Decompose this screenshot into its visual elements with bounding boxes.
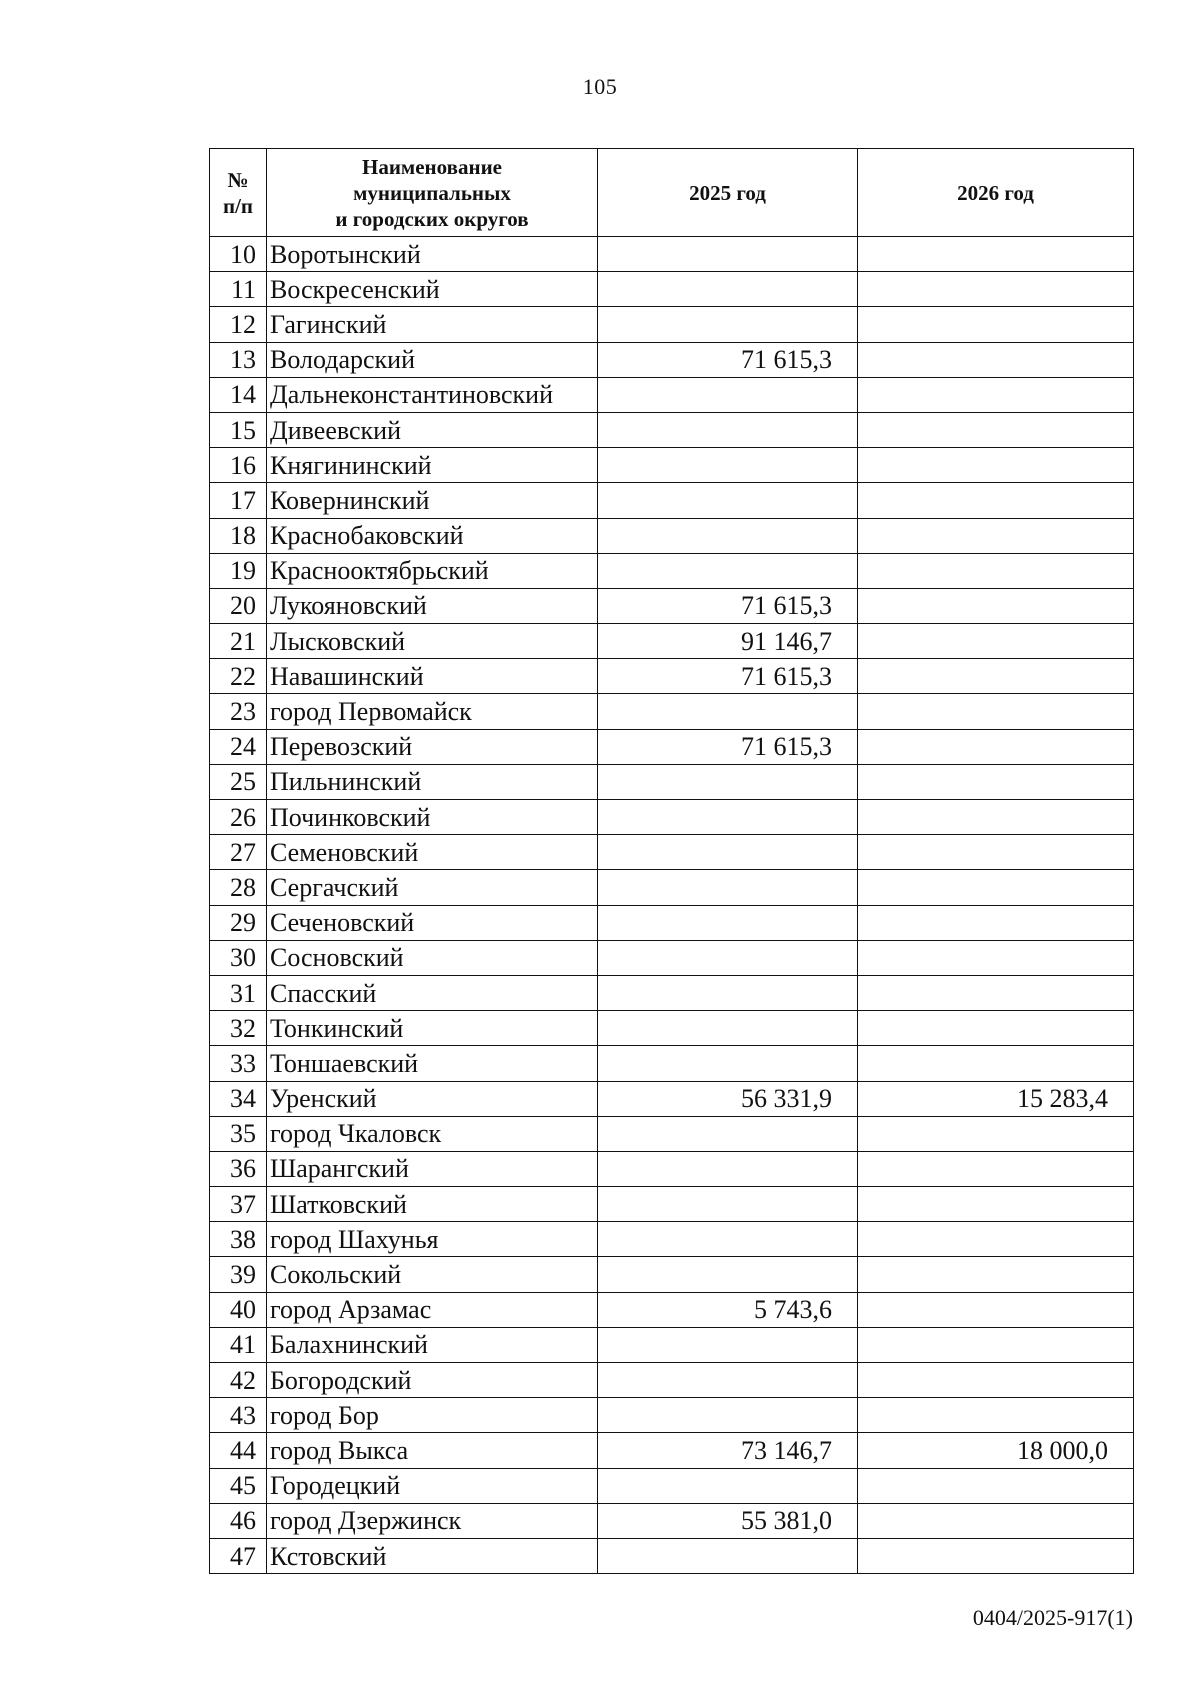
table-row bbox=[210, 272, 1134, 307]
value-2026 bbox=[858, 1398, 1134, 1433]
municipality-name: Пильнинский bbox=[267, 764, 598, 799]
value-2025: 73 146,7 bbox=[598, 1433, 858, 1468]
municipality-name: Воротынский bbox=[267, 237, 598, 272]
value-2025 bbox=[598, 1222, 858, 1257]
table-row bbox=[210, 1116, 1134, 1151]
value-2026 bbox=[858, 1187, 1134, 1222]
table-row bbox=[210, 870, 1134, 905]
row-number: 42 bbox=[210, 1363, 267, 1398]
value-2026 bbox=[858, 800, 1134, 835]
row-number: 18 bbox=[210, 518, 267, 553]
value-2025 bbox=[598, 835, 858, 870]
row-number: 46 bbox=[210, 1503, 267, 1538]
row-number: 14 bbox=[210, 377, 267, 412]
table-row bbox=[210, 1151, 1134, 1186]
table-row bbox=[210, 1292, 1134, 1327]
municipality-name: Лукояновский bbox=[267, 588, 598, 623]
value-2026 bbox=[858, 1151, 1134, 1186]
row-number: 29 bbox=[210, 905, 267, 940]
value-2025 bbox=[598, 905, 858, 940]
value-2025 bbox=[598, 870, 858, 905]
table-row bbox=[210, 624, 1134, 659]
municipality-name: Краснобаковский bbox=[267, 518, 598, 553]
municipality-name: город Чкаловск bbox=[267, 1116, 598, 1151]
value-2025 bbox=[598, 764, 858, 799]
municipality-name: Володарский bbox=[267, 342, 598, 377]
table-row bbox=[210, 1468, 1134, 1503]
table-row bbox=[210, 1433, 1134, 1468]
value-2026 bbox=[858, 1222, 1134, 1257]
municipality-name: Ковернинский bbox=[267, 483, 598, 518]
header-name: Наименование муниципальных и городских округов bbox=[267, 149, 598, 237]
value-2026 bbox=[858, 1468, 1134, 1503]
table-row bbox=[210, 377, 1134, 412]
table-row bbox=[210, 729, 1134, 764]
value-2026 bbox=[858, 307, 1134, 342]
municipality-name: город Арзамас bbox=[267, 1292, 598, 1327]
row-number: 30 bbox=[210, 940, 267, 975]
table-row bbox=[210, 1046, 1134, 1081]
value-2026 bbox=[858, 1363, 1134, 1398]
value-2025 bbox=[598, 1538, 858, 1573]
row-number: 39 bbox=[210, 1257, 267, 1292]
row-number: 27 bbox=[210, 835, 267, 870]
value-2025 bbox=[598, 483, 858, 518]
municipality-name: Шатковский bbox=[267, 1187, 598, 1222]
table-row bbox=[210, 835, 1134, 870]
value-2025 bbox=[598, 1363, 858, 1398]
value-2026 bbox=[858, 272, 1134, 307]
row-number: 13 bbox=[210, 342, 267, 377]
table-row bbox=[210, 1081, 1134, 1116]
row-number: 35 bbox=[210, 1116, 267, 1151]
table-row bbox=[210, 588, 1134, 623]
table-row bbox=[210, 1398, 1134, 1433]
value-2025 bbox=[598, 553, 858, 588]
value-2025 bbox=[598, 1398, 858, 1433]
municipality-name: Починковский bbox=[267, 800, 598, 835]
value-2025: 91 146,7 bbox=[598, 624, 858, 659]
table-row bbox=[210, 518, 1134, 553]
value-2026 bbox=[858, 1292, 1134, 1327]
table-row bbox=[210, 1363, 1134, 1398]
municipality-name: Княгининский bbox=[267, 448, 598, 483]
row-number: 36 bbox=[210, 1151, 267, 1186]
value-2026 bbox=[858, 624, 1134, 659]
value-2026 bbox=[858, 835, 1134, 870]
table-row bbox=[210, 1503, 1134, 1538]
row-number: 28 bbox=[210, 870, 267, 905]
table-row bbox=[210, 1327, 1134, 1362]
value-2026 bbox=[858, 975, 1134, 1010]
value-2026 bbox=[858, 518, 1134, 553]
row-number: 10 bbox=[210, 237, 267, 272]
municipality-name: Краснооктябрьский bbox=[267, 553, 598, 588]
table-row bbox=[210, 659, 1134, 694]
table-row bbox=[210, 412, 1134, 447]
row-number: 24 bbox=[210, 729, 267, 764]
municipality-name: Навашинский bbox=[267, 659, 598, 694]
table-body bbox=[210, 237, 1134, 1574]
value-2025 bbox=[598, 1327, 858, 1362]
value-2026 bbox=[858, 237, 1134, 272]
municipality-name: Воскресенский bbox=[267, 272, 598, 307]
header-2025: 2025 год bbox=[598, 149, 858, 237]
row-number: 16 bbox=[210, 448, 267, 483]
municipality-name: город Выкса bbox=[267, 1433, 598, 1468]
value-2026 bbox=[858, 342, 1134, 377]
value-2026 bbox=[858, 870, 1134, 905]
table-row bbox=[210, 307, 1134, 342]
row-number: 41 bbox=[210, 1327, 267, 1362]
table-row bbox=[210, 800, 1134, 835]
value-2025 bbox=[598, 377, 858, 412]
value-2025 bbox=[598, 1046, 858, 1081]
value-2026 bbox=[858, 1046, 1134, 1081]
value-2026 bbox=[858, 694, 1134, 729]
value-2026: 18 000,0 bbox=[858, 1433, 1134, 1468]
value-2025 bbox=[598, 1116, 858, 1151]
value-2025 bbox=[598, 800, 858, 835]
table-row bbox=[210, 694, 1134, 729]
value-2025 bbox=[598, 1011, 858, 1046]
value-2025: 55 381,0 bbox=[598, 1503, 858, 1538]
row-number: 45 bbox=[210, 1468, 267, 1503]
table-row bbox=[210, 940, 1134, 975]
value-2026 bbox=[858, 764, 1134, 799]
table-header-row bbox=[210, 149, 1134, 237]
value-2026 bbox=[858, 377, 1134, 412]
municipality-name: Богородский bbox=[267, 1363, 598, 1398]
table-row bbox=[210, 483, 1134, 518]
value-2026 bbox=[858, 553, 1134, 588]
document-code: 0404/2025-917(1) bbox=[972, 1605, 1133, 1630]
value-2026 bbox=[858, 412, 1134, 447]
value-2025: 71 615,3 bbox=[598, 588, 858, 623]
municipality-name: город Дзержинск bbox=[267, 1503, 598, 1538]
municipality-name: город Первомайск bbox=[267, 694, 598, 729]
row-number: 20 bbox=[210, 588, 267, 623]
municipality-name: Сосновский bbox=[267, 940, 598, 975]
municipality-name: Перевозский bbox=[267, 729, 598, 764]
municipality-name: Семеновский bbox=[267, 835, 598, 870]
value-2026 bbox=[858, 483, 1134, 518]
municipality-name: город Бор bbox=[267, 1398, 598, 1433]
table-row bbox=[210, 1222, 1134, 1257]
value-2026 bbox=[858, 940, 1134, 975]
municipality-name: Лысковский bbox=[267, 624, 598, 659]
row-number: 32 bbox=[210, 1011, 267, 1046]
row-number: 19 bbox=[210, 553, 267, 588]
municipality-name: Сокольский bbox=[267, 1257, 598, 1292]
value-2025 bbox=[598, 1468, 858, 1503]
value-2025 bbox=[598, 1187, 858, 1222]
row-number: 37 bbox=[210, 1187, 267, 1222]
value-2026 bbox=[858, 659, 1134, 694]
value-2025: 71 615,3 bbox=[598, 659, 858, 694]
row-number: 33 bbox=[210, 1046, 267, 1081]
municipal-funding-table bbox=[209, 148, 1134, 1574]
table-row bbox=[210, 237, 1134, 272]
row-number: 34 bbox=[210, 1081, 267, 1116]
municipality-name: город Шахунья bbox=[267, 1222, 598, 1257]
value-2026 bbox=[858, 905, 1134, 940]
municipality-name: Сергачский bbox=[267, 870, 598, 905]
municipality-name: Тоншаевский bbox=[267, 1046, 598, 1081]
municipality-name: Городецкий bbox=[267, 1468, 598, 1503]
value-2026 bbox=[858, 588, 1134, 623]
header-2026: 2026 год bbox=[858, 149, 1134, 237]
page-number: 105 bbox=[582, 74, 618, 99]
table-row bbox=[210, 342, 1134, 377]
municipality-name: Кстовский bbox=[267, 1538, 598, 1573]
value-2026 bbox=[858, 1011, 1134, 1046]
row-number: 43 bbox=[210, 1398, 267, 1433]
municipality-name: Шарангский bbox=[267, 1151, 598, 1186]
row-number: 11 bbox=[210, 272, 267, 307]
municipality-name: Гагинский bbox=[267, 307, 598, 342]
municipality-name: Уренский bbox=[267, 1081, 598, 1116]
value-2025 bbox=[598, 694, 858, 729]
value-2026 bbox=[858, 448, 1134, 483]
table-row bbox=[210, 553, 1134, 588]
value-2025: 56 331,9 bbox=[598, 1081, 858, 1116]
row-number: 25 bbox=[210, 764, 267, 799]
municipality-name: Тонкинский bbox=[267, 1011, 598, 1046]
row-number: 47 bbox=[210, 1538, 267, 1573]
row-number: 40 bbox=[210, 1292, 267, 1327]
municipality-name: Дивеевский bbox=[267, 412, 598, 447]
value-2025: 71 615,3 bbox=[598, 342, 858, 377]
row-number: 31 bbox=[210, 975, 267, 1010]
value-2025 bbox=[598, 237, 858, 272]
header-number: № п/п bbox=[210, 149, 267, 237]
row-number: 12 bbox=[210, 307, 267, 342]
table-row bbox=[210, 764, 1134, 799]
table-row bbox=[210, 975, 1134, 1010]
table-row bbox=[210, 1257, 1134, 1292]
table-row bbox=[210, 448, 1134, 483]
row-number: 17 bbox=[210, 483, 267, 518]
municipality-name: Сеченовский bbox=[267, 905, 598, 940]
value-2026 bbox=[858, 1257, 1134, 1292]
row-number: 23 bbox=[210, 694, 267, 729]
value-2026 bbox=[858, 1538, 1134, 1573]
value-2025: 71 615,3 bbox=[598, 729, 858, 764]
municipality-name: Дальнеконстантиновский bbox=[267, 377, 598, 412]
row-number: 44 bbox=[210, 1433, 267, 1468]
value-2026 bbox=[858, 729, 1134, 764]
value-2025 bbox=[598, 1257, 858, 1292]
row-number: 22 bbox=[210, 659, 267, 694]
table-row bbox=[210, 1538, 1134, 1573]
value-2025 bbox=[598, 518, 858, 553]
value-2025: 5 743,6 bbox=[598, 1292, 858, 1327]
value-2025 bbox=[598, 975, 858, 1010]
value-2025 bbox=[598, 1151, 858, 1186]
value-2026: 15 283,4 bbox=[858, 1081, 1134, 1116]
row-number: 21 bbox=[210, 624, 267, 659]
municipality-name: Спасский bbox=[267, 975, 598, 1010]
table-row bbox=[210, 905, 1134, 940]
row-number: 26 bbox=[210, 800, 267, 835]
value-2025 bbox=[598, 307, 858, 342]
value-2025 bbox=[598, 412, 858, 447]
value-2026 bbox=[858, 1503, 1134, 1538]
table-row bbox=[210, 1011, 1134, 1046]
value-2026 bbox=[858, 1116, 1134, 1151]
table-row bbox=[210, 1187, 1134, 1222]
value-2025 bbox=[598, 940, 858, 975]
row-number: 15 bbox=[210, 412, 267, 447]
row-number: 38 bbox=[210, 1222, 267, 1257]
value-2025 bbox=[598, 272, 858, 307]
value-2025 bbox=[598, 448, 858, 483]
value-2026 bbox=[858, 1327, 1134, 1362]
municipality-name: Балахнинский bbox=[267, 1327, 598, 1362]
